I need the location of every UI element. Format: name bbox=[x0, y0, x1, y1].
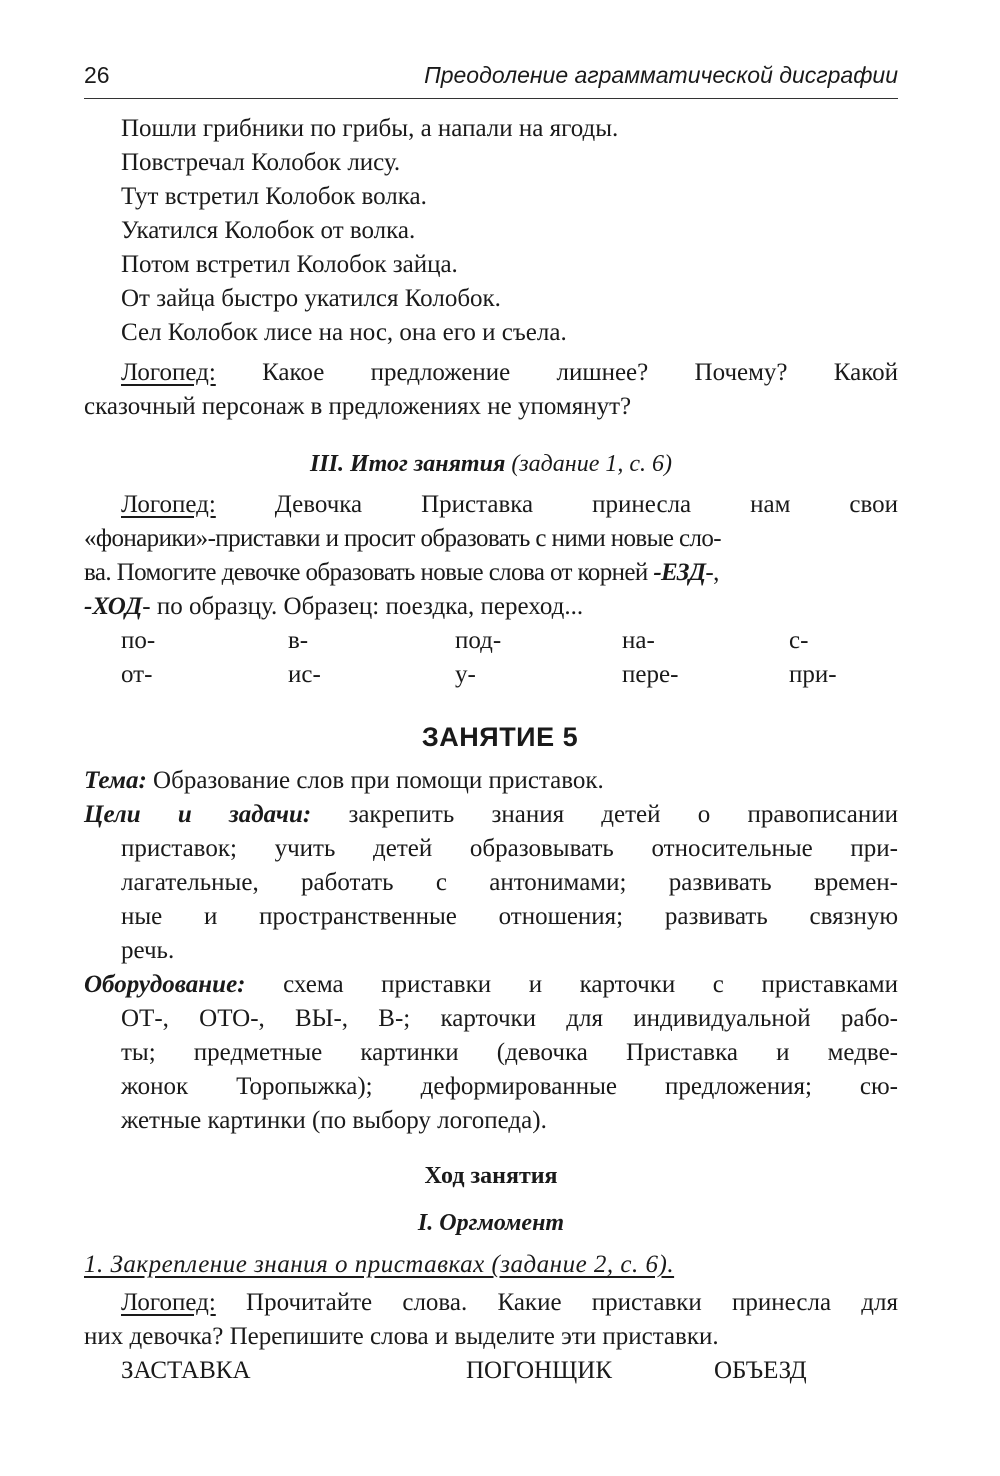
equipment-line-1 bbox=[84, 968, 898, 1002]
goals-line: ные и пространственные отношения; развивать связную bbox=[121, 903, 898, 930]
task-text-1: Девочка Приставка принесла нам свои bbox=[274, 491, 898, 518]
question-text-1: Какое предложение лишнее? Почему? Какой bbox=[262, 359, 899, 386]
goals-label: Цели и задачи: bbox=[84, 801, 312, 828]
goals-text-1: закрепить знания детей о правописании bbox=[348, 801, 898, 828]
running-header bbox=[84, 58, 898, 99]
instruction-line-1 bbox=[121, 1286, 898, 1320]
prefix-cell: при- bbox=[789, 661, 837, 688]
question-line-1 bbox=[121, 356, 898, 390]
prefix-cell: под- bbox=[455, 627, 502, 654]
course-title: Ход занятия bbox=[424, 1163, 558, 1189]
equipment-text-1: схема приставки и карточки с приставками bbox=[283, 971, 899, 998]
sentence-5: Потом встретил Колобок зайца. bbox=[121, 251, 458, 278]
word-item: ОБЪЕЗД bbox=[714, 1357, 807, 1384]
lesson-title: ЗАНЯТИЕ 5 bbox=[421, 722, 579, 752]
goals-line: приставок; учить детей образовывать относительные при- bbox=[121, 835, 898, 862]
page-number: 26 bbox=[84, 62, 110, 88]
equipment-line: жетные картинки (по выбору логопеда). bbox=[121, 1107, 547, 1134]
running-title: Преодоление аграмматической дисграфии bbox=[424, 62, 898, 88]
prefix-cell: ис- bbox=[288, 661, 321, 688]
sentence-2: Повстречал Колобок лису. bbox=[121, 149, 401, 176]
topic-label: Тема: bbox=[84, 767, 147, 794]
goals-line: речь. bbox=[121, 937, 175, 964]
task-text-3b: -, bbox=[705, 559, 719, 586]
task-text-4: - по образцу. Образец: поездка, переход... bbox=[142, 593, 584, 620]
goals-line-1 bbox=[84, 798, 898, 832]
equipment-line: жонок Торопыжка); деформированные предложения; сю- bbox=[121, 1073, 898, 1100]
root-ezd: -ЕЗД bbox=[653, 559, 706, 586]
equipment-line: ОТ-, ОТО-, ВЫ-, В-; карточки для индивидуальной рабо- bbox=[121, 1005, 898, 1032]
task-line-2: «фонарики»-приставки и просит образовать с ними новые сло- bbox=[84, 525, 721, 552]
prefix-cell: в- bbox=[288, 627, 309, 654]
prefix-cell: с- bbox=[789, 627, 809, 654]
subsection-heading: 1. Закрепление знания о приставках (задание 2, с. 6). bbox=[84, 1251, 675, 1278]
goals-line: лагательные, работать с антонимами; развивать времен- bbox=[121, 869, 898, 896]
question-line-2: сказочный персонаж в предложениях не упомянут? bbox=[84, 393, 632, 420]
topic-line bbox=[84, 764, 604, 798]
task-line-4 bbox=[84, 590, 583, 624]
prefix-cell: от- bbox=[121, 661, 153, 688]
prefix-cell: у- bbox=[455, 661, 476, 688]
equipment-line: ты; предметные картинки (девочка Приставка и медве- bbox=[121, 1039, 898, 1066]
sentence-4: Укатился Колобок от волка. bbox=[121, 217, 416, 244]
instruction-text-1: Прочитайте слова. Какие приставки принесла для bbox=[246, 1289, 898, 1316]
speaker-label: Логопед: bbox=[121, 491, 216, 518]
instruction-line-2: них девочка? Перепишите слова и выделите эти приставки. bbox=[84, 1323, 719, 1350]
sentence-3: Тут встретил Колобок волка. bbox=[121, 183, 427, 210]
word-item: ЗАСТАВКА bbox=[121, 1357, 251, 1384]
sentence-1: Пошли грибники по грибы, а напали на ягоды. bbox=[121, 115, 619, 142]
sentence-6: От зайца быстро укатился Колобок. bbox=[121, 285, 501, 312]
task-text-3: ва. Помогите девочке образовать новые слова от корней bbox=[84, 559, 654, 586]
task-line-3 bbox=[84, 556, 898, 590]
prefix-cell: пере- bbox=[622, 661, 679, 688]
speaker-label: Логопед: bbox=[121, 359, 216, 386]
section-ref: (задание 1, с. 6) bbox=[511, 451, 673, 477]
topic-text: Образование слов при помощи приставок. bbox=[153, 767, 604, 794]
equipment-label: Оборудование: bbox=[84, 971, 246, 998]
section-heading-1: I. Оргмомент bbox=[417, 1210, 565, 1236]
word-item: ПОГОНЩИК bbox=[466, 1357, 612, 1384]
prefix-cell: на- bbox=[622, 627, 655, 654]
speaker-label: Логопед: bbox=[121, 1289, 216, 1316]
prefix-cell: по- bbox=[121, 627, 156, 654]
task-line-1 bbox=[121, 488, 898, 522]
root-khod: -ХОД bbox=[84, 593, 143, 620]
section-heading-3 bbox=[84, 448, 898, 480]
section-title: III. Итог занятия bbox=[309, 451, 506, 477]
sentence-7: Сел Колобок лисе на нос, она его и съела. bbox=[121, 319, 567, 346]
